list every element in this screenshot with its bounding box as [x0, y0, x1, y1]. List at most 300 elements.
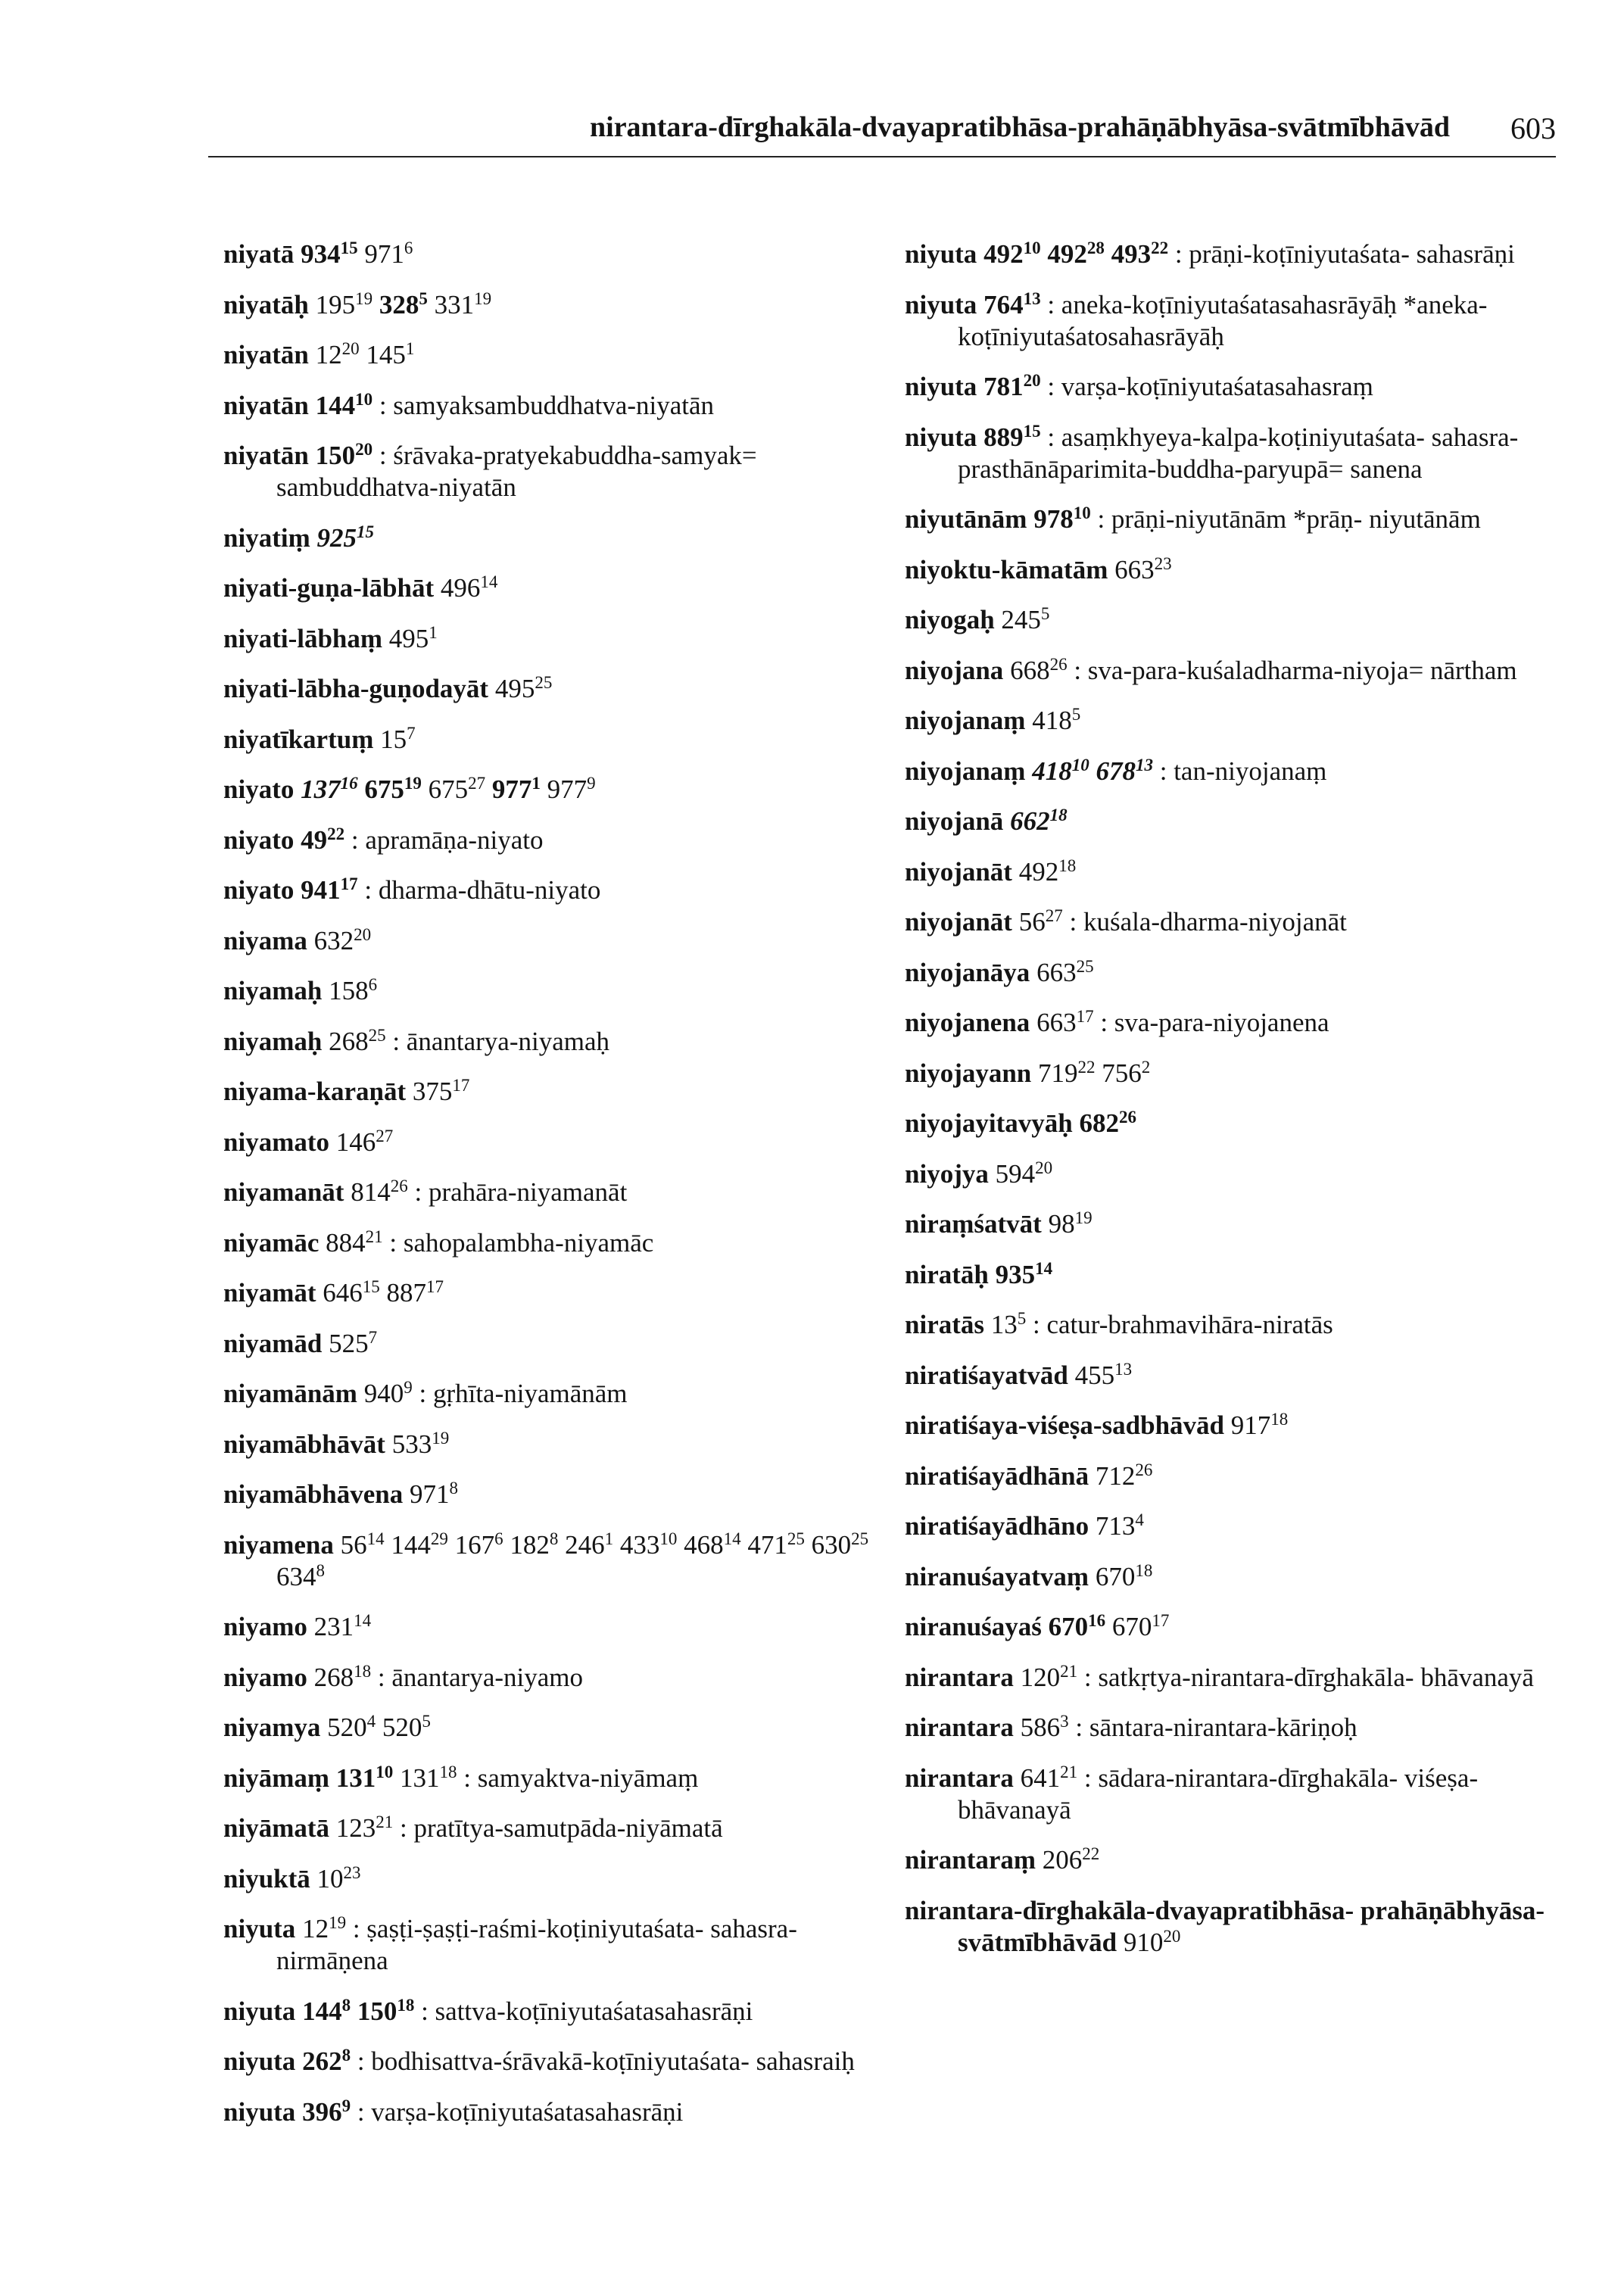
- page-reference: [565, 1530, 613, 1560]
- index-entry: [223, 724, 890, 756]
- page-reference: [991, 1310, 1027, 1339]
- page-number-ref: 268: [329, 1026, 369, 1056]
- index-entry: [905, 1410, 1571, 1442]
- entry-headword: niyamya: [223, 1713, 321, 1742]
- page-number-ref: 632: [313, 925, 354, 955]
- index-entry: [223, 1712, 890, 1744]
- line-number-ref: 15: [356, 522, 374, 541]
- compound-gloss: gṛhīta-niyamānām: [432, 1379, 628, 1408]
- page-number-ref: 495: [388, 623, 429, 653]
- compound-gloss: ānantarya-niyamo: [391, 1662, 583, 1692]
- entry-headword: niyatān: [223, 441, 309, 470]
- page-reference: [983, 372, 1041, 401]
- entry-headword: niyamanāt: [223, 1177, 344, 1207]
- line-number-ref: 28: [1086, 238, 1105, 257]
- index-entry: nirantara $586^3$ : sāntara-nirantara-kāriṇoḥ: [905, 1712, 1357, 1742]
- page-reference: [391, 1530, 448, 1560]
- entry-headword: niyuta: [223, 1996, 296, 2026]
- page-reference: [1231, 1410, 1289, 1440]
- index-entry: [905, 1844, 1571, 1876]
- index-entry: [905, 705, 1571, 737]
- page-number-ref: 978: [1033, 504, 1074, 534]
- page-reference: [364, 239, 413, 269]
- line-number-ref: 9: [341, 2096, 351, 2115]
- page-reference: [316, 441, 373, 470]
- page-number-ref: 195: [315, 289, 356, 319]
- page-reference: [329, 1027, 386, 1056]
- index-entry: [223, 1076, 890, 1108]
- page-number-ref: 98: [1048, 1209, 1075, 1239]
- page-reference: [329, 1329, 377, 1358]
- page-reference: [1047, 239, 1105, 269]
- compound-gloss: kuśala-dharma-niyojanāt: [1083, 907, 1347, 937]
- index-entry: niyojanaṃ $418^{10}$ $678^{13}$ : tan-niyojanaṃ: [905, 755, 1327, 786]
- page-number-ref: 245: [1001, 605, 1041, 634]
- index-entry: niyuta $764^{13}$ : aneka-koṭīniyutaśatasahasrāyāḥ *aneka-koṭīniyutaśatosahasrāyāḥ: [905, 288, 1488, 351]
- index-entry: [223, 1529, 890, 1593]
- entry-headword: niyamād: [223, 1328, 323, 1358]
- compound-gloss: pratītya-samutpāda-niyāmatā: [413, 1813, 723, 1843]
- entry-headword: niratiśayādhānā: [905, 1460, 1089, 1491]
- line-number-ref: 25: [1076, 956, 1094, 976]
- page-number-ref: 262: [302, 2046, 342, 2076]
- page-reference: [327, 1713, 376, 1742]
- compound-gloss: apramāṇa-niyato: [365, 824, 544, 855]
- page-reference: [996, 1159, 1053, 1189]
- line-number-ref: 29: [430, 1529, 448, 1548]
- line-number-ref: 9: [587, 774, 596, 793]
- index-entry: [223, 339, 890, 371]
- page-number-ref: 131: [400, 1763, 440, 1793]
- entry-headword: niyamābhāvena: [223, 1479, 404, 1509]
- page-number-ref: 670: [1095, 1561, 1136, 1591]
- page-reference: [1038, 1058, 1096, 1088]
- line-number-ref: 26: [1049, 654, 1068, 674]
- entry-headword: niyati-guṇa-lābhāt: [223, 573, 435, 603]
- line-number-ref: 5: [1040, 604, 1050, 623]
- index-entry: [905, 806, 1571, 837]
- page-number-ref: 925: [316, 522, 357, 553]
- line-number-ref: 26: [390, 1177, 408, 1195]
- index-entry: [223, 1127, 890, 1158]
- line-number-ref: 10: [1071, 755, 1089, 775]
- line-number-ref: 25: [851, 1529, 869, 1548]
- entry-headword: niyuta: [223, 2046, 296, 2076]
- page-number-ref: 158: [329, 976, 369, 1005]
- line-number-ref: 20: [1163, 1926, 1181, 1946]
- page-reference: [364, 775, 422, 804]
- line-number-ref: 14: [480, 572, 498, 591]
- page-reference: [1124, 1928, 1181, 1957]
- line-number-ref: 5: [422, 1712, 431, 1731]
- line-number-ref: 27: [1045, 906, 1063, 925]
- page-number-ref: 492: [983, 239, 1024, 269]
- index-entry: [223, 1479, 890, 1510]
- page-number-ref: 594: [995, 1158, 1036, 1189]
- page-number-ref: 781: [983, 372, 1024, 401]
- line-number-ref: 21: [365, 1226, 383, 1246]
- page-number-ref: 910: [1123, 1927, 1164, 1957]
- index-entry: niyamaḥ $268^{25}$ : ānantarya-niyamaḥ: [223, 1025, 609, 1056]
- page-number-ref: 934: [301, 239, 341, 269]
- line-number-ref: 6: [404, 238, 413, 257]
- page-number-ref: 675: [364, 775, 404, 804]
- compound-gloss: aneka-koṭīniyutaśatasahasrāyāḥ *aneka-koṭīniyutaśatosahasrāyāḥ: [958, 289, 1488, 351]
- index-entry: niyatān $150^{20}$ : śrāvaka-pratyekabuddha-samyak= sambuddhatva-niyatān: [223, 440, 757, 502]
- index-entry: [223, 522, 890, 554]
- page-reference: [302, 1996, 351, 2026]
- page-reference: [302, 2046, 351, 2076]
- page-reference: [323, 1278, 380, 1308]
- compound-gloss: śrāvaka-pratyekabuddha-samyak= sambuddhatva-niyatān: [276, 441, 757, 502]
- line-number-ref: 1: [604, 1529, 614, 1548]
- page-number-ref: 889: [983, 422, 1024, 452]
- index-entry: niyamāc $884^{21}$ : sahopalambha-niyamāc: [223, 1226, 654, 1258]
- entry-headword: niyamena: [223, 1529, 334, 1560]
- line-number-ref: 20: [354, 924, 372, 944]
- page-number-ref: 144: [391, 1529, 431, 1560]
- page-number-ref: 468: [684, 1529, 724, 1560]
- running-header: [208, 111, 1556, 157]
- page-reference: [317, 1864, 361, 1893]
- page-number-ref: 713: [1095, 1511, 1136, 1541]
- page-number-ref: 917: [1230, 1410, 1271, 1440]
- compound-gloss: prahāra-niyamanāt: [428, 1177, 628, 1207]
- entry-headword: niyojanāya: [905, 957, 1030, 987]
- index-entry: niyuta $781^{20}$ : varṣa-koṭīniyutaśatasahasraṃ: [905, 371, 1373, 401]
- page-number-ref: 56: [1018, 907, 1046, 937]
- line-number-ref: 5: [1071, 705, 1081, 724]
- page-reference: [400, 1763, 457, 1793]
- entry-headword: niyati-lābhaṃ: [223, 623, 383, 653]
- line-number-ref: 23: [343, 1862, 361, 1882]
- entry-headword: niyamato: [223, 1127, 329, 1157]
- index-entry: niyojanena $663^{17}$ : sva-para-niyojanena: [905, 1007, 1329, 1037]
- line-number-ref: 22: [1077, 1057, 1096, 1077]
- compound-gloss: catur-brahmavihāra-niratās: [1046, 1310, 1333, 1339]
- line-number-ref: 4: [366, 1712, 376, 1731]
- line-number-ref: 18: [1270, 1410, 1289, 1429]
- line-number-ref: 14: [366, 1529, 385, 1548]
- line-number-ref: 19: [329, 1913, 347, 1932]
- line-number-ref: 18: [354, 1661, 372, 1681]
- entry-headword: niyama: [223, 925, 307, 955]
- line-number-ref: 14: [354, 1611, 372, 1630]
- page-number-ref: 971: [364, 239, 404, 269]
- entry-headword: niyamābhāvāt: [223, 1429, 385, 1459]
- entry-headword: niratāḥ: [905, 1259, 989, 1289]
- compound-gloss: varṣa-koṭīniyutaśatasahasrāṇi: [371, 2096, 684, 2127]
- line-number-ref: 15: [1023, 421, 1041, 441]
- page-reference: [1036, 958, 1094, 987]
- page-reference: [301, 825, 344, 855]
- line-number-ref: 4: [1135, 1510, 1144, 1529]
- line-number-ref: 8: [316, 1560, 325, 1580]
- page-number-ref: 634: [276, 1561, 316, 1591]
- line-number-ref: 14: [723, 1529, 741, 1548]
- page-number-ref: 641: [1020, 1763, 1061, 1793]
- line-number-ref: 19: [355, 288, 373, 308]
- page-number-ref: 814: [351, 1177, 391, 1207]
- line-number-ref: 23: [1154, 553, 1172, 573]
- page-reference: [1079, 1108, 1136, 1138]
- page-reference: [495, 674, 553, 703]
- compound-gloss: prāṇi-koṭīniyutaśata- sahasrāṇi: [1189, 239, 1515, 269]
- page-reference: [510, 1530, 558, 1560]
- compound-gloss: sva-para-kuśaladharma-niyoja= nārtham: [1087, 655, 1517, 685]
- line-number-ref: 25: [787, 1529, 805, 1548]
- line-number-ref: 7: [368, 1327, 378, 1347]
- line-number-ref: 7: [407, 723, 416, 743]
- page-number-ref: 935: [995, 1259, 1036, 1289]
- page-number-ref: 630: [811, 1529, 852, 1560]
- page-reference: [1010, 656, 1068, 685]
- line-number-ref: 8: [549, 1529, 559, 1548]
- page-reference: [380, 725, 416, 754]
- line-number-ref: 19: [474, 288, 492, 308]
- line-number-ref: 13: [1135, 755, 1153, 775]
- page-number-ref: 520: [327, 1713, 367, 1742]
- entry-headword: niyamaḥ: [223, 976, 323, 1005]
- page-reference: [392, 1429, 450, 1459]
- page-number-ref: 663: [1114, 554, 1155, 584]
- entry-headword: niyato: [223, 875, 295, 905]
- index-entry: nirantara $641^{21}$ : sādara-nirantara-dīrghakāla- viśeṣa-bhāvanayā: [905, 1762, 1479, 1825]
- page-number-ref: 49: [301, 824, 328, 855]
- entry-headword: niyoktu-kāmatām: [905, 554, 1108, 584]
- index-entry: [223, 572, 890, 604]
- index-entry: niratās $13^5$ : catur-brahmavihāra-niratās: [905, 1309, 1333, 1339]
- entry-headword: niyojanaṃ: [905, 756, 1026, 786]
- index-entry: [905, 1259, 1571, 1291]
- page-number-ref: 144: [315, 390, 356, 420]
- compound-gloss: samyaktva-niyāmaṃ: [477, 1763, 699, 1793]
- page-reference: [429, 775, 486, 804]
- line-number-ref: 13: [1023, 288, 1041, 308]
- line-number-ref: 9: [404, 1378, 413, 1397]
- line-number-ref: 20: [1035, 1158, 1053, 1177]
- entry-headword: niyama-karaṇāt: [223, 1077, 407, 1106]
- page-reference: [455, 1530, 503, 1560]
- page-number-ref: 533: [391, 1429, 432, 1459]
- page-number-ref: 396: [302, 2096, 342, 2127]
- index-entry: [223, 1429, 890, 1460]
- page-number-ref: 137: [301, 775, 341, 804]
- line-number-ref: 10: [355, 389, 373, 409]
- page-reference: [1021, 1763, 1078, 1793]
- page-number-ref: 131: [335, 1763, 376, 1793]
- line-number-ref: 10: [1023, 238, 1041, 257]
- entry-headword: nirantara: [905, 1662, 1014, 1692]
- index-entry: niyojanāt $56^{27}$ : kuśala-dharma-niyojanāt: [905, 906, 1347, 937]
- compound-gloss: samyaksambuddhatva-niyatān: [393, 390, 715, 420]
- line-number-ref: 2: [1141, 1057, 1151, 1077]
- page-reference: [1033, 504, 1091, 534]
- page-reference: [301, 239, 358, 269]
- line-number-ref: 25: [368, 1025, 386, 1045]
- entry-headword: niyojana: [905, 655, 1004, 685]
- page-number-ref: 884: [326, 1227, 366, 1258]
- page-reference: [620, 1530, 678, 1560]
- page-number-ref: 120: [1020, 1662, 1061, 1692]
- index-entry: [223, 1277, 890, 1309]
- line-number-ref: 5: [1017, 1309, 1027, 1328]
- entry-headword: niyojayitavyāḥ: [905, 1108, 1073, 1138]
- compound-gloss: asaṃkhyeya-kalpa-koṭiniyutaśata- sahasra-prasthānāparimita-buddha-paryupā= sanena: [958, 422, 1519, 484]
- index-entry: niyuta $262^8$ : bodhisattva-śrāvakā-koṭīniyutaśata- sahasraiḥ: [223, 2046, 855, 2076]
- page-number-ref: 10: [316, 1863, 344, 1893]
- entry-headword: niyatīkartuṃ: [223, 724, 374, 754]
- index-entry: [905, 1510, 1571, 1542]
- line-number-ref: 21: [1060, 1762, 1078, 1781]
- line-number-ref: 21: [1060, 1661, 1078, 1681]
- line-number-ref: 14: [1035, 1258, 1053, 1278]
- page-reference: [983, 422, 1041, 452]
- page-number-ref: 675: [428, 775, 469, 804]
- entry-headword: niyatā: [223, 239, 295, 269]
- page-reference: [492, 775, 541, 804]
- entry-headword: niranuśayaś: [905, 1612, 1042, 1641]
- entry-headword: niratiśayatvād: [905, 1360, 1068, 1390]
- compound-gloss: sāntara-nirantara-kāriṇoḥ: [1089, 1713, 1357, 1742]
- page-number-ref: 206: [1042, 1845, 1083, 1875]
- entry-headword: niraṃśatvāt: [905, 1209, 1042, 1239]
- page-number-ref: 495: [494, 674, 535, 703]
- page-reference: [357, 1996, 415, 2026]
- page-number-ref: 182: [510, 1529, 550, 1560]
- page-number-ref: 492: [1018, 856, 1059, 887]
- page-number-ref: 268: [313, 1662, 354, 1692]
- page-reference: [1021, 1663, 1078, 1692]
- page-reference: [336, 1813, 394, 1843]
- line-number-ref: 22: [1151, 238, 1169, 257]
- line-number-ref: 15: [340, 238, 358, 257]
- page-number-ref: 977: [491, 775, 532, 804]
- entry-headword: niyuktā: [223, 1863, 310, 1893]
- index-entry: [223, 673, 890, 705]
- page-reference: [1049, 1612, 1106, 1641]
- page-number-ref: 150: [315, 441, 356, 470]
- page-number-ref: 328: [379, 289, 419, 319]
- page-number-ref: 764: [983, 289, 1024, 319]
- line-number-ref: 20: [355, 440, 373, 459]
- page-reference: [1032, 756, 1089, 786]
- compound-gloss: sahopalambha-niyamāc: [403, 1227, 654, 1258]
- entry-headword: niyamāc: [223, 1227, 320, 1258]
- entry-headword: niratiśaya-viśeṣa-sadbhāvād: [905, 1410, 1225, 1440]
- line-number-ref: 1: [531, 774, 541, 793]
- entry-headword: niyuta: [905, 372, 977, 401]
- page-reference: [983, 239, 1041, 269]
- index-entry: [905, 1460, 1571, 1492]
- index-entry: [223, 238, 890, 270]
- page-number-ref: 231: [313, 1612, 354, 1641]
- index-entry: [905, 1208, 1571, 1240]
- page-number-ref: 670: [1111, 1612, 1152, 1641]
- page-reference: [1036, 1008, 1094, 1037]
- page-number-ref: 150: [357, 1996, 397, 2026]
- page-reference: [996, 1260, 1053, 1289]
- page-reference: [747, 1530, 805, 1560]
- index-entry: niyato $49^{22}$ : apramāṇa-niyato: [223, 824, 544, 855]
- page-reference: [1043, 1845, 1100, 1875]
- compound-gloss: sva-para-niyojanena: [1114, 1008, 1329, 1037]
- line-number-ref: 18: [1049, 806, 1068, 824]
- page-reference: [1049, 1209, 1093, 1239]
- entry-headword: niyatān: [223, 340, 309, 369]
- page-number-ref: 146: [335, 1127, 376, 1157]
- page-reference: [410, 1479, 458, 1509]
- entry-headword: niyatiṃ: [223, 522, 310, 553]
- entry-headword: niyuta: [223, 1914, 296, 1943]
- index-entry: [905, 554, 1571, 586]
- page-number-ref: 15: [380, 724, 407, 754]
- index-entry: niyuta $12^{19}$ : ṣaṣṭi-ṣaṣṭi-raśmi-koṭiniyutaśata- sahasra-nirmāṇena: [223, 1913, 797, 1975]
- compound-gloss: bodhisattva-śrāvakā-koṭīniyutaśata- sahasraiḥ: [371, 2046, 855, 2076]
- index-entry: [905, 1108, 1571, 1139]
- line-number-ref: 10: [659, 1529, 678, 1548]
- page-number-ref: 678: [1096, 756, 1136, 786]
- index-entry: [223, 774, 890, 806]
- line-number-ref: 18: [439, 1762, 457, 1781]
- entry-headword: niyato: [223, 775, 295, 804]
- line-number-ref: 6: [368, 975, 378, 994]
- index-column-right: [905, 238, 1571, 1977]
- page-reference: [336, 1127, 394, 1157]
- index-entry: [905, 1158, 1571, 1190]
- page-reference: [1032, 706, 1080, 735]
- line-number-ref: 3: [1060, 1712, 1069, 1731]
- page-reference: [413, 1077, 470, 1106]
- index-entry: [223, 1863, 890, 1895]
- entry-headword: niyojanaṃ: [905, 706, 1026, 735]
- index-entry: [905, 1058, 1571, 1089]
- index-entry: [905, 856, 1571, 888]
- page-number-ref: 662: [1010, 806, 1050, 836]
- index-entry: niyuta $144^8$ $150^{18}$ : sattva-koṭīniyutaśatasahasrāṇi: [223, 1995, 753, 2026]
- page-number-ref: 144: [302, 1996, 342, 2026]
- page-number-ref: 940: [363, 1379, 404, 1408]
- page-reference: [364, 1379, 413, 1408]
- line-number-ref: 8: [341, 2046, 351, 2065]
- entry-headword: niyojayann: [905, 1058, 1032, 1088]
- page-reference: [382, 1713, 431, 1742]
- index-entry: [223, 289, 890, 321]
- page-reference: [314, 1612, 372, 1641]
- page-reference: [351, 1177, 408, 1207]
- page-number-ref: 977: [547, 775, 588, 804]
- page-number-ref: 167: [454, 1529, 495, 1560]
- page-reference: [1096, 1511, 1144, 1541]
- line-number-ref: 15: [362, 1277, 380, 1296]
- page-number-ref: 682: [1079, 1108, 1119, 1138]
- page-number-ref: 646: [323, 1278, 363, 1308]
- line-number-ref: 20: [1023, 371, 1041, 390]
- line-number-ref: 26: [1135, 1460, 1153, 1479]
- index-entry: [223, 623, 890, 655]
- page-number-ref: 971: [410, 1479, 450, 1509]
- page-reference: [1019, 857, 1077, 887]
- page-reference: [314, 1663, 372, 1692]
- index-entry: [223, 925, 890, 957]
- index-entry: niyutānām $978^{10}$ : prāṇi-niyutānām *prāṇ- niyutānām: [905, 503, 1481, 534]
- page-reference: [1001, 605, 1049, 634]
- line-number-ref: 5: [419, 288, 428, 308]
- entry-headword: niyamo: [223, 1612, 307, 1641]
- index-entry: niyuta $492^{10}$ $492^{28}$ $493^{22}$ : prāṇi-koṭīniyutaśata- sahasrāṇi: [905, 238, 1515, 269]
- entry-headword: niyati-lābha-guṇodayāt: [223, 674, 489, 703]
- entry-headword: niratās: [905, 1310, 984, 1339]
